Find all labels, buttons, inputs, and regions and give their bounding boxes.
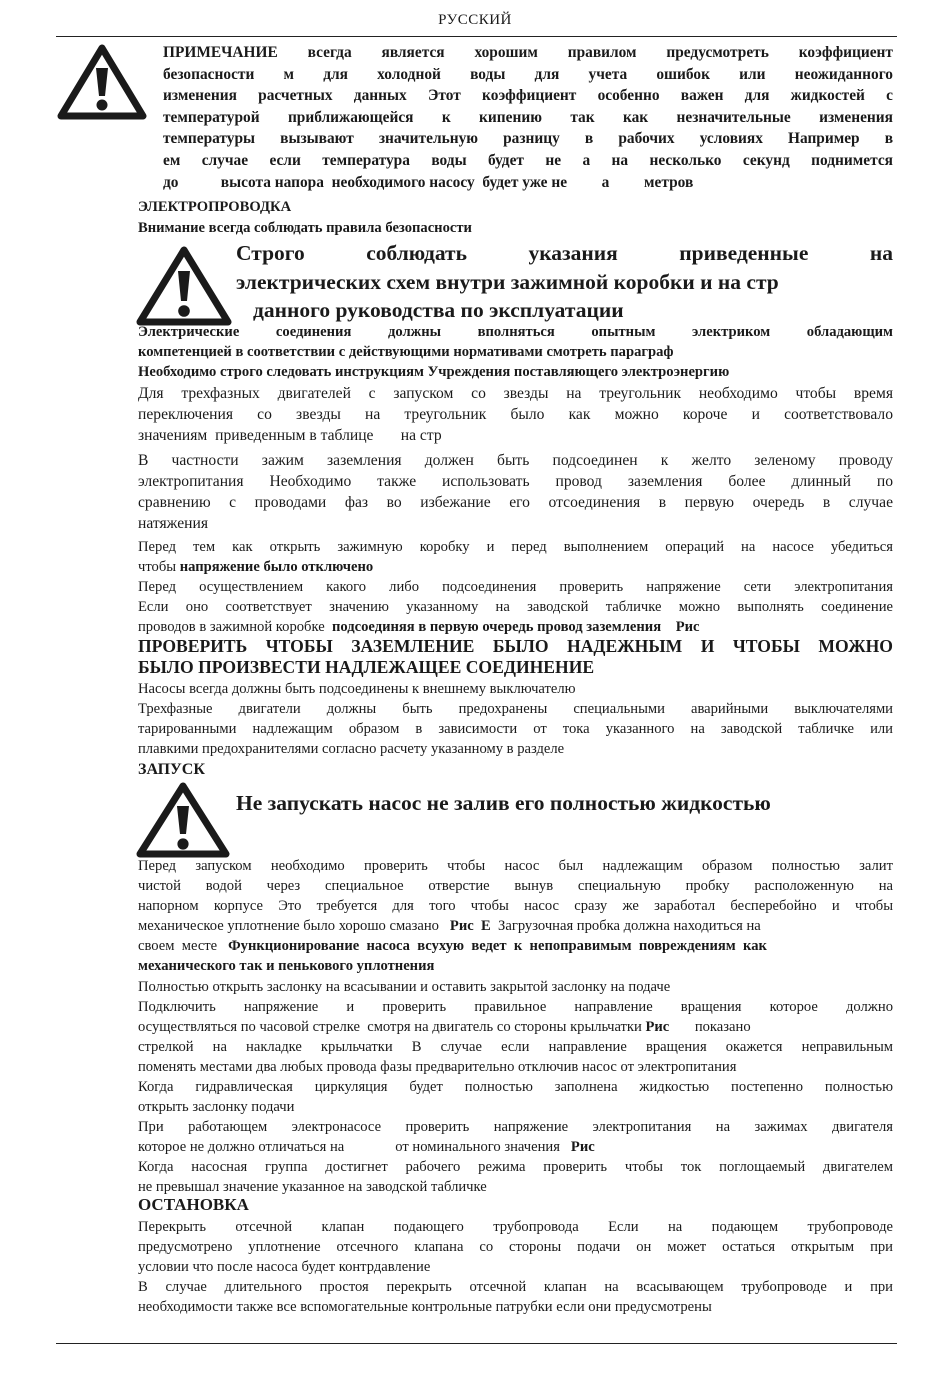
note-line: ем случае если температура воды будет не а на несколько секунд поднимется — [163, 151, 893, 169]
text-line: Перед осуществлением какого либо подсоединения проверить напряжение сети электропитания — [138, 579, 893, 595]
text-line: поменять местами два любых провода фазы предварительно отключив насос от электропитания — [138, 1059, 737, 1075]
delivery-valve-paragraph — [138, 1217, 893, 1277]
text-span: Загрузочная пробка должна находиться на — [490, 918, 761, 934]
text-line: Перед запуском необходимо проверить чтобы насос был надлежащим образом полностью залит — [138, 858, 893, 874]
text-line: не превышал значение указанное на заводской табличке — [138, 1179, 487, 1195]
text-line: В частности зажим заземления должен быть подсоединен к желто зеленому проводу — [138, 452, 893, 469]
bold-span: Рис — [570, 1139, 595, 1155]
priming-paragraph — [138, 856, 893, 976]
text-span: показано — [669, 1019, 751, 1035]
current-check-paragraph — [138, 1157, 893, 1197]
note-line: температурой приближающейся к кипению так как незначительные изменения — [163, 108, 893, 126]
wiring-title: ЭЛЕКТРОПРОВОДКА — [138, 199, 292, 215]
text-line: Когда насосная группа достигнет рабочего режима проверить чтобы ток поглощаемый двигателем — [138, 1159, 893, 1175]
text-line: ПРОВЕРИТЬ ЧТОБЫ ЗАЗЕМЛЕНИЕ БЫЛО НАДЕЖНЫМ И ЧТОБЫ МОЖНО — [138, 636, 893, 656]
note-line: изменения расчетных данных Этот коэффициент особенно важен для жидкостей с — [163, 87, 893, 105]
top-rule — [56, 36, 897, 37]
text-line: Когда гидравлическая циркуляция будет полностью заполнена жидкостью постепенно полностью — [138, 1079, 893, 1095]
before-open-paragraph — [138, 537, 893, 577]
text-line: При работающем электронасосе проверить напряжение электропитания на зажимах двигателя — [138, 1119, 893, 1135]
wiring-caution: Внимание всегда соблюдать правила безопасности — [138, 220, 472, 236]
shutdown-title: ОСТАНОВКА — [138, 1195, 249, 1214]
valve-line: Полностью открыть заслонку на всасывании и оставить закрытой заслонку на подаче — [138, 979, 671, 995]
text-line: значениям приведенным в таблице на стр — [138, 427, 442, 444]
note-line: ПРИМЕЧАНИЕ всегда является хорошим правилом предусмотреть коэффициент — [163, 44, 893, 61]
text-line: компетенцией в соответствии с действующими нормативами смотреть параграф — [138, 344, 674, 360]
voltage-check-paragraph — [138, 577, 893, 637]
text-line: Трехфазные двигатели должны быть предохранены специальными аварийными выключателями — [138, 701, 893, 717]
text-line: Необходимо строго следовать инструкциям Учреждения поставляющего электроэнергию — [138, 364, 730, 380]
text-line: напорном корпусе Это требуется для того чтобы насос сразу же заработал бесперебойно и чтобы — [138, 898, 893, 914]
wiring-warning-line: данного руководства по эксплуатации — [253, 298, 624, 322]
bottom-rule — [56, 1343, 897, 1344]
startup-warning: Не запускать насос не залив его полностью жидкостью — [236, 791, 771, 815]
text-span: проводов в зажимной коробке — [138, 619, 332, 635]
startup-title: ЗАПУСК — [138, 761, 205, 778]
text-line: Перекрыть отсечной клапан подающего трубопровода Если на подающем трубопроводе — [138, 1219, 893, 1235]
text-line: тарированными надлежащим образом в зависимости от тока указанного на заводской табличке или — [138, 721, 893, 737]
text-line — [138, 936, 893, 956]
note-line: безопасности м для холодной воды для учета ошибок или неожиданного — [163, 65, 893, 83]
bold-span: Функционирование насоса всухую ведет к непоправимым повреждениям как — [228, 938, 767, 954]
text-line: Подключить напряжение и проверить правильное направление вращения которое должно — [138, 999, 893, 1015]
text-line: механического так и пенькового уплотнения — [138, 958, 435, 974]
text-line: В случае длительного простоя перекрыть отсечной клапан на всасывающем трубопроводе и при — [138, 1279, 893, 1295]
text-line: условии что после насоса будет контрдавление — [138, 1259, 431, 1275]
qualified-electrician-paragraph — [138, 322, 893, 382]
text-line: электропитания Необходимо также использовать провод заземления более длинный по — [138, 473, 893, 490]
text-span: чтобы — [138, 559, 180, 575]
text-line: Перед тем как открыть зажимную коробку и перед выполнением операций на насосе убедиться — [138, 539, 893, 555]
text-line — [138, 916, 893, 936]
warning-triangle-icon — [135, 780, 231, 858]
text-line: переключения со звезды на треугольник было как можно короче и соответствовало — [138, 406, 893, 423]
warning-triangle-icon — [135, 244, 233, 326]
protection-paragraph — [138, 699, 893, 759]
circulation-paragraph — [138, 1077, 893, 1117]
text-line: необходимости также все вспомогательные контрольные патрубки если они предусмотрены — [138, 1299, 712, 1315]
text-line: стрелкой на накладке крыльчатки В случае если направление вращения окажется неправильным — [138, 1039, 893, 1055]
text-line — [138, 1017, 893, 1037]
earth-check-heading — [138, 636, 893, 678]
text-line: Электрические соединения должны вполняться опытным электриком обладающим — [138, 324, 893, 340]
bold-span: Рис Е — [449, 918, 491, 934]
bold-span: подсоединяя в первую очередь провод заземления Рис — [331, 619, 700, 635]
running-voltage-paragraph — [138, 1117, 893, 1157]
page-header-language: РУССКИЙ — [438, 12, 512, 28]
idle-paragraph — [138, 1277, 893, 1317]
text-line: Если оно соответствует значению указанному на заводской табличке можно выполнять соединение — [138, 599, 893, 615]
text-line — [138, 1137, 893, 1157]
wiring-warning — [236, 239, 893, 325]
text-span: своем месте — [138, 938, 229, 954]
text-line: БЫЛО ПРОИЗВЕСТИ НАДЛЕЖАЩЕЕ СОЕДИНЕНИЕ — [138, 657, 595, 677]
wiring-warning-line: электрических схем внутри зажимной коробки и на стр — [236, 269, 779, 294]
text-line: сравнению с проводами фаз во избежание его отсоединения в первую очередь в случае — [138, 494, 893, 511]
note-paragraph — [163, 42, 893, 193]
rotation-paragraph — [138, 997, 893, 1077]
text-line: открыть заслонку подачи — [138, 1099, 295, 1115]
note-line: до высота напора необходимого насосу будет уже не а метров — [163, 173, 694, 191]
note-line: температуры вызывают значительную разницу в рабочих условиях Например в — [163, 130, 893, 148]
bold-span: напряжение было отключено — [179, 559, 374, 575]
text-line — [138, 557, 893, 577]
text-span: осуществляться по часовой стрелке смотря на двигатель со стороны крыльчатки — [138, 1019, 646, 1035]
warning-triangle-icon — [56, 42, 148, 120]
wiring-warning-line: Строго соблюдать указания приведенные на — [236, 241, 893, 265]
text-line: плавкими предохранителями согласно расчету указанному в разделе — [138, 741, 565, 757]
text-span: механическое уплотнение было хорошо смазано — [138, 918, 450, 934]
bold-span: Рис — [645, 1019, 670, 1035]
text-line — [138, 617, 893, 637]
text-span: которое не должно отличаться на от номинального значения — [138, 1139, 571, 1155]
text-line: предусмотрено уплотнение отсечного клапана со стороны подачи он может остаться открытым при — [138, 1239, 893, 1255]
star-delta-paragraph — [138, 383, 893, 446]
external-switch-line: Насосы всегда должны быть подсоединены к внешнему выключателю — [138, 681, 576, 697]
text-line: чистой водой через специальное отверстие вынув специальную пробку расположенную на — [138, 878, 893, 894]
earth-wire-paragraph — [138, 450, 893, 534]
text-line: Для трехфазных двигателей с запуском со звезды на треугольник необходимо чтобы время — [138, 385, 893, 402]
text-line: натяжения — [138, 515, 208, 532]
